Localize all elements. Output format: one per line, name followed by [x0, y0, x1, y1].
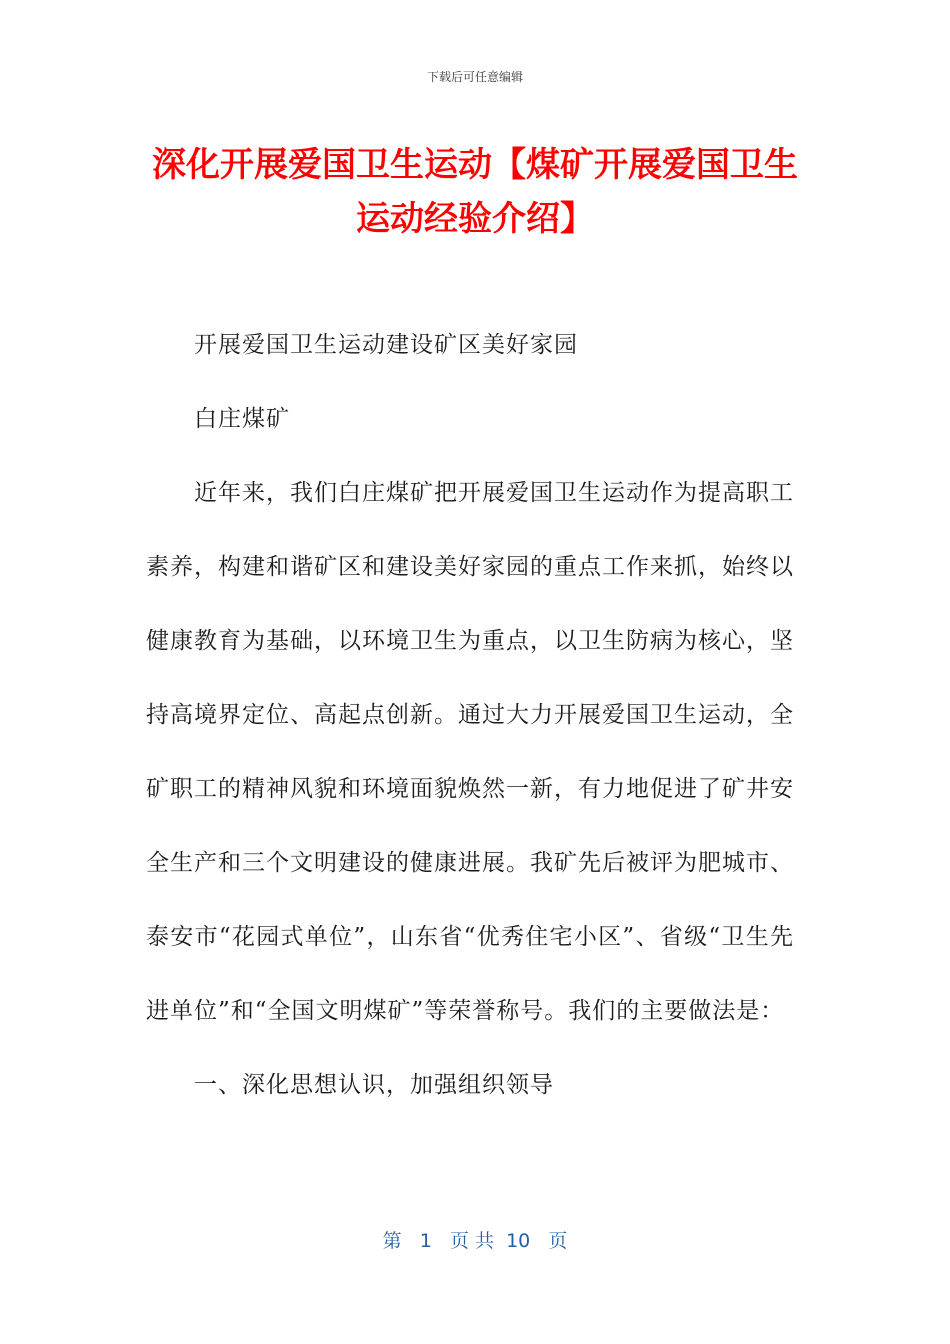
footer-prefix: 第 [382, 1230, 402, 1252]
page-number-footer [0, 1226, 950, 1253]
page-header-note: 下载后可任意编辑 [426, 70, 523, 84]
article-subtitle: 开展爱国卫生运动建设矿区美好家园 [194, 332, 578, 358]
footer-middle: 页 共 [449, 1230, 494, 1252]
document-body [146, 308, 794, 1122]
footer-current-page: 1 [419, 1230, 432, 1252]
footer-total-pages: 10 [506, 1230, 531, 1252]
intro-paragraph: 近年来，我们白庄煤矿把开展爱国卫生运动作为提高职工素养，构建和谐矿区和建设美好家园的重点工作来抓，始终以健康教育为基础，以环境卫生为重点，以卫生防病为核心，坚持高境界定位、高起点创新。通过大力开展爱国卫生运动，全矿职工的精神风貌和环境面貌焕然一新，有力地促进了矿井安全生产和三个文明建设的健康进展。我矿先后被评为肥城市、泰安市“花园式单位”，山东省“优秀住宅小区”、省级“卫生先进单位”和“全国文明煤矿”等荣誉称号。我们的主要做法是： [146, 480, 794, 1024]
section-heading-1: 一、深化思想认识，加强组织领导 [194, 1072, 554, 1098]
document-title-line-1: 深化开展爱国卫生运动【煤矿开展爱国卫生 [152, 145, 798, 185]
footer-suffix: 页 [548, 1230, 568, 1252]
document-title-line-2: 运动经验介绍】 [356, 199, 594, 239]
article-author: 白庄煤矿 [194, 406, 290, 432]
document-title [120, 138, 830, 246]
